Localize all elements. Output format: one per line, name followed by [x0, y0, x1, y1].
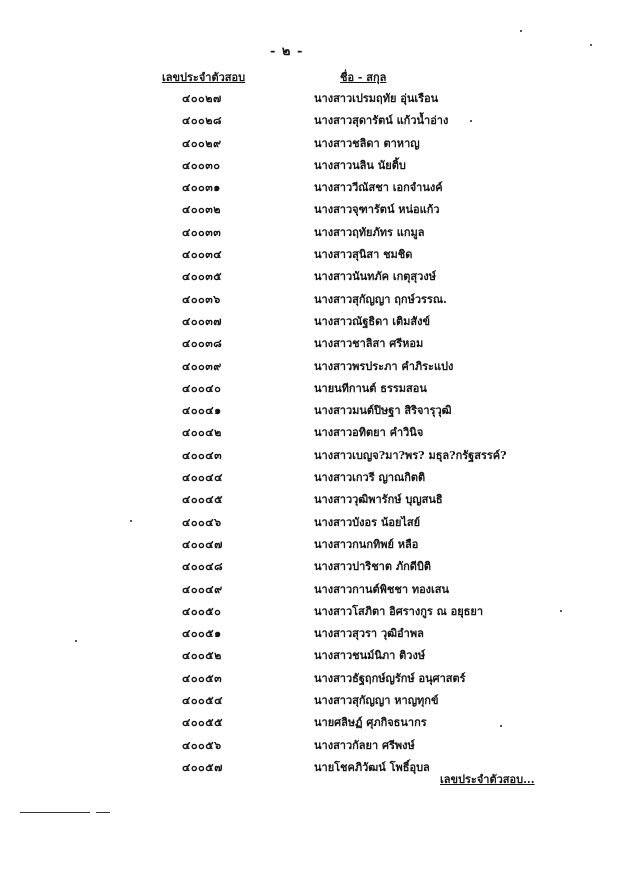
column-header-full-name: ชื่อ - สกุล — [340, 71, 387, 84]
footer-rule-short — [96, 812, 110, 813]
exam-id: ๔๐๐๔๐ — [182, 381, 222, 395]
exam-id: ๔๐๐๓๘ — [182, 337, 223, 351]
exam-id: ๔๐๐๓๒ — [182, 203, 222, 217]
candidate-name: นางสาวนันทภัค เกตุสุวงษ์ — [314, 270, 436, 284]
candidate-name: นายโชคภิวัฒน์ โพธิ์อุบล — [314, 760, 430, 774]
table-row — [0, 554, 632, 576]
table-row — [0, 398, 632, 420]
exam-id: ๔๐๐๓๑ — [182, 181, 221, 195]
exam-id: ๔๐๐๓๙ — [182, 359, 222, 373]
candidate-name: นางสาววุฒิพารักษ์ บุญสนธิ — [314, 493, 443, 507]
table-row — [0, 220, 632, 242]
page-number: - ๒ - — [270, 44, 304, 59]
table-row — [0, 643, 632, 665]
table-row — [0, 420, 632, 442]
exam-id: ๔๐๐๓๐ — [182, 158, 221, 172]
candidate-list — [0, 86, 632, 777]
exam-id: ๔๐๐๓๔ — [182, 248, 223, 262]
candidate-name: นางสาวชนม์นิภา ติวงษ์ — [314, 649, 426, 663]
table-row — [0, 354, 632, 376]
exam-id: ๔๐๐๔๓ — [182, 448, 223, 462]
exam-id: ๔๐๐๔๗ — [182, 537, 223, 551]
exam-id: ๔๐๐๒๗ — [182, 92, 222, 105]
table-row — [0, 331, 632, 353]
candidate-name: นางสาวสุนิสา ชมชิด — [314, 248, 413, 262]
exam-id: ๔๐๐๔๙ — [182, 582, 223, 596]
table-row — [0, 577, 632, 599]
table-row — [0, 599, 632, 621]
exam-id: ๔๐๐๕๑ — [182, 627, 222, 641]
candidate-name: นางสาวเกวรี ญาณกิตติ — [314, 471, 426, 485]
candidate-name: นางสาวปาริชาต ภักดีบิติ — [314, 560, 431, 574]
candidate-name: นางสาวจุฑารัตน์ หน่อแก้ว — [314, 203, 440, 217]
exam-id: ๔๐๐๔๘ — [182, 560, 224, 574]
exam-id: ๔๐๐๕๒ — [182, 649, 222, 663]
scan-speck — [590, 44, 592, 46]
candidate-name: นางสาวชาลิสา ศรีหอม — [314, 337, 424, 351]
table-row — [0, 465, 632, 487]
scan-speck — [500, 725, 502, 727]
table-row — [0, 153, 632, 175]
exam-id: ๔๐๐๔๒ — [182, 426, 222, 440]
candidate-name: นายนทีกานต์ ธรรมสอน — [314, 381, 427, 395]
exam-id: ๔๐๐๒๙ — [182, 136, 222, 150]
candidate-name: นางสาวโสภิตา อิศรางกูร ณ อยุธยา — [314, 604, 484, 618]
exam-id: ๔๐๐๕๖ — [182, 738, 222, 752]
candidate-name: นางสาวสุกัญญา ฤกษ์วรรณ. — [314, 292, 447, 306]
candidate-name: นางสาววีณัสชา เอกจำนงค์ — [314, 181, 443, 195]
table-row — [0, 532, 632, 554]
candidate-name: นางสาวฤทัยภัทร แกมูล — [314, 225, 425, 239]
candidate-name: นางสาวนลิน นัยติ้บ — [314, 158, 406, 172]
continuation-note: เลขประจำตัวสอบ... — [440, 773, 535, 786]
table-row — [0, 487, 632, 509]
candidate-name: นางสาวสุกัญญา หาญทุกข์ — [314, 694, 439, 708]
exam-id: ๔๐๐๔๖ — [182, 515, 222, 529]
scan-speck — [75, 640, 77, 642]
table-row — [0, 309, 632, 331]
table-row — [0, 86, 632, 108]
table-row — [0, 264, 632, 286]
candidate-name: นางสาวพรประภา คำภิระแปง — [314, 359, 454, 373]
table-row — [0, 242, 632, 264]
candidate-name: นางสาวสุดารัตน์ แก้วน้ำอ่าง — [314, 114, 449, 128]
candidate-name: นางสาวณัฐธิดา เติมสังข์ — [314, 314, 431, 328]
table-row — [0, 287, 632, 309]
candidate-name: นางสาวบังอร น้อยไสย์ — [314, 515, 421, 529]
exam-id: ๔๐๐๔๑ — [182, 404, 222, 418]
candidate-name: นางสาวเปรมฤทัย อุ่นเรือน — [314, 92, 439, 105]
table-row — [0, 108, 632, 130]
candidate-name: นางสาวกนกทิพย์ หลือ — [314, 537, 419, 551]
exam-id: ๔๐๐๔๕ — [182, 493, 223, 507]
exam-id: ๔๐๐๕๕ — [182, 716, 223, 730]
exam-id: ๔๐๐๓๕ — [182, 270, 223, 284]
table-row — [0, 688, 632, 710]
table-row — [0, 510, 632, 532]
exam-id: ๔๐๐๓๓ — [182, 225, 222, 239]
exam-id: ๔๐๐๕๐ — [182, 604, 222, 618]
exam-id: ๔๐๐๓๗ — [182, 314, 223, 328]
column-header-exam-id: เลขประจำตัวสอบ — [162, 71, 246, 84]
candidate-name: นางสาวธัฐฤกษ์ญรักษ์ อนุศาสตร์ — [314, 671, 466, 685]
exam-id: ๔๐๐๒๘ — [182, 114, 222, 128]
candidate-name: นางสาวเบญจ?มา?พร? มธุล?กรัฐสรรค์? — [314, 448, 507, 462]
candidate-name: นางสาวกัลยา ศรีพงษ์ — [314, 738, 415, 752]
scan-speck — [470, 120, 472, 122]
exam-id: ๔๐๐๕๔ — [182, 694, 223, 708]
candidate-name: นางสาวมนต์ปิษฐา สิริจารุวุฒิ — [314, 404, 452, 418]
table-row — [0, 175, 632, 197]
table-row — [0, 443, 632, 465]
candidate-name: นางสาวอทิตยา คำวินิจ — [314, 426, 424, 440]
table-row — [0, 710, 632, 732]
candidate-name: นางสาวกานต์พิชชา ทองเสน — [314, 582, 450, 596]
table-row — [0, 755, 632, 777]
table-row — [0, 197, 632, 219]
exam-id: ๔๐๐๕๓ — [182, 671, 223, 685]
candidate-name: นางสาวสุวรา วุฒิอำพล — [314, 627, 424, 641]
table-row — [0, 131, 632, 153]
table-row — [0, 733, 632, 755]
scan-speck — [130, 520, 132, 522]
exam-id: ๔๐๐๓๖ — [182, 292, 221, 306]
candidate-name: นางสาวชลิดา ตาหาญ — [314, 136, 420, 150]
scan-speck — [520, 30, 522, 32]
table-row — [0, 376, 632, 398]
table-row — [0, 621, 632, 643]
footer-rule-left — [20, 812, 90, 813]
exam-id: ๔๐๐๔๔ — [182, 471, 223, 485]
table-row — [0, 666, 632, 688]
candidate-name: นายศลิษฏ์ ศุภกิจธนากร — [314, 716, 427, 730]
exam-id: ๔๐๐๕๗ — [182, 760, 223, 774]
scan-speck — [560, 610, 562, 612]
